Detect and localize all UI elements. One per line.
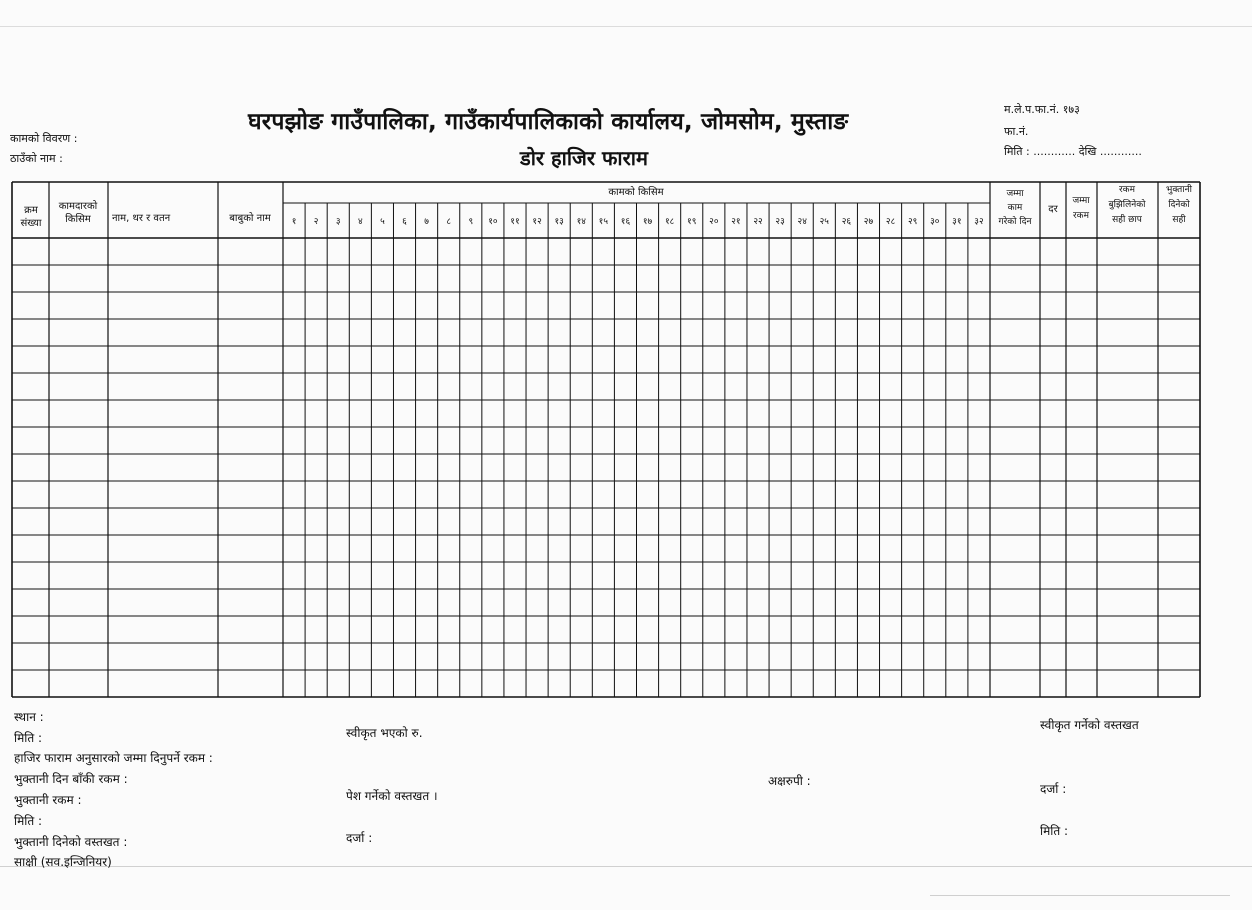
footer-date-2: मिति : [14, 814, 43, 828]
day-number: १ [291, 217, 297, 227]
form-code: म.ले.प.फा.नं. १७३ [1004, 103, 1080, 116]
day-number: २२ [753, 217, 763, 227]
date-range: मिति : ............ देखि ............ [1004, 145, 1142, 158]
work-description-label: कामको विवरण : [10, 132, 78, 145]
day-number: ८ [446, 217, 452, 227]
day-number: १५ [598, 217, 609, 227]
day-number: २ [313, 217, 319, 227]
approver-signature: स्वीकृत गर्नेको वस्तखत [1040, 718, 1139, 732]
header-total-amount: जम्मा [1072, 196, 1090, 206]
header-serial: संख्या [20, 218, 42, 229]
day-number: २५ [819, 217, 829, 227]
header-total-amount: रकम [1073, 211, 1089, 221]
day-number: १४ [576, 217, 586, 227]
header-payer-sign: सही [1172, 215, 1186, 225]
day-number: ४ [357, 217, 363, 227]
day-number: २० [709, 217, 719, 227]
footer-date: मिति : [14, 731, 43, 745]
day-number: २८ [885, 217, 896, 227]
header-name: नाम, थर र वतन [112, 213, 171, 224]
day-number: १३ [554, 217, 564, 227]
submitter-signature: पेश गर्नेको वस्तखत । [346, 789, 438, 803]
header-worker-type: कामदारको [58, 201, 98, 212]
day-number: १८ [664, 217, 675, 227]
footer-payer-sign: भुक्तानी दिनेको वस्तखत : [14, 835, 128, 849]
header-total-days: काम [1007, 203, 1023, 213]
header-rate: दर [1048, 204, 1058, 215]
day-number: ९ [468, 217, 474, 227]
day-number: २१ [731, 217, 741, 227]
header-receiver-sign: सही छाप [1112, 215, 1142, 225]
day-number: ३२ [974, 217, 984, 227]
day-number: १२ [532, 217, 542, 227]
header-payer-sign: दिनेको [1168, 200, 1190, 210]
day-number: २७ [863, 217, 874, 227]
day-number: २६ [841, 217, 852, 227]
approver-rank: दर्जा : [1040, 782, 1067, 796]
submitter-rank: दर्जा : [346, 831, 373, 845]
day-number: १० [488, 217, 498, 227]
footer-remaining: भुक्तानी दिन बाँकी रकम : [14, 772, 128, 786]
day-number: ५ [380, 217, 385, 227]
day-number: १६ [620, 217, 631, 227]
amount-in-words: अक्षरुपी : [768, 774, 811, 788]
day-number: ३० [930, 217, 940, 227]
day-number: १९ [687, 217, 697, 227]
day-number: २९ [907, 217, 918, 227]
approver-date: मिति : [1040, 824, 1069, 838]
form-title: डोर हाजिर फाराम [520, 146, 648, 170]
header-receiver-sign: रकम [1119, 185, 1135, 195]
header-total-days: जम्मा [1006, 189, 1024, 199]
header-receiver-sign: बुझिलिनेको [1108, 200, 1146, 210]
day-number: ३ [335, 217, 341, 227]
header-serial: क्रम [24, 205, 38, 216]
approved-amount: स्वीकृत भएको रु. [346, 726, 423, 740]
header-total-days: गरेको दिन [998, 217, 1032, 227]
footer-witness: साक्षी (सव.इन्जिनियर) [14, 855, 112, 869]
form-number: फा.नं. [1004, 125, 1029, 138]
day-number: ६ [402, 217, 407, 227]
day-number: ११ [510, 217, 520, 227]
day-number: २३ [775, 217, 785, 227]
footer-place: स्थान : [14, 710, 44, 724]
header-payer-sign: भुक्तानी [1166, 185, 1192, 195]
day-number: ३१ [952, 217, 962, 227]
header-work-type: कामको किसिम [608, 187, 664, 198]
header-worker-type: किसिम [65, 214, 91, 225]
footer-total-payable: हाजिर फाराम अनुसारको जम्मा दिनुपर्ने रकम : [14, 751, 213, 765]
day-number: १७ [642, 217, 653, 227]
office-title: घरपझोङ गाउँपालिका, गाउँकार्यपालिकाको कार्यालय, जोमसोम, मुस्ताङ [248, 109, 849, 135]
day-number: ७ [424, 217, 429, 227]
place-name-label: ठाउँको नाम : [10, 152, 63, 165]
footer-paid: भुक्तानी रकम : [14, 793, 82, 807]
header-father-name: बाबुको नाम [229, 213, 271, 224]
day-number: २४ [797, 217, 807, 227]
